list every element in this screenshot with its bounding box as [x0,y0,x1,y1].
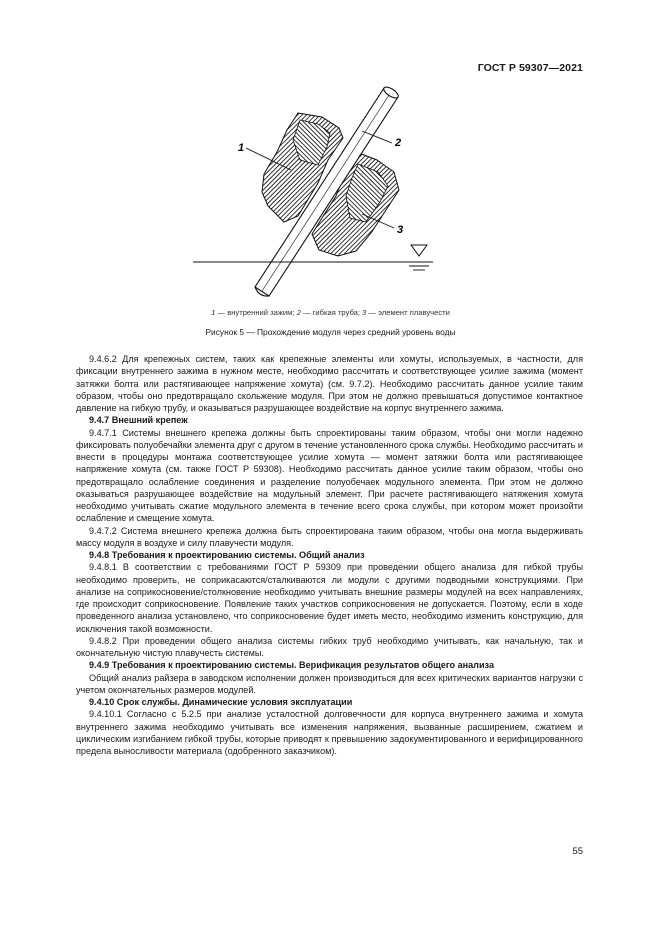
paragraph: 9.4.7.1 Системы внешнего крепежа должны быть спроектированы таким образом, чтобы они могли надежно фиксировать полуобечайки элемента друг с другом в течение установленного срока службы. Необходимо рассчитать и внести в процедуры монтажа соответствующее усилие хомута — момент затяжки болта или растягивающее напряжение хомута (см. также ГОСТ Р 59308). Необходимо рассчитать данное усилие таким образом, чтобы оно предотвращало ослабление соединения и разделение полуобечаек модульного элемента. При этом не должно оказываться разрушающее воздействие на модульный элемент. При расчете растягивающего натяжения хомута необходимо учитывать сжатие модульного элемента в течение всего срока службы, при котором может произойти ослабление и смещение хомута. [76,427,583,524]
callout-label-2: 2 [395,137,402,149]
callout-label-1: 1 [238,142,245,154]
legend-text-3: — элемент плавучести [366,308,450,317]
section-heading: 9.4.9 Требования к проектированию системы. Верификация результатов общего анализа [89,660,495,671]
figure-caption: Рисунок 5 — Прохождение модуля через средний уровень воды [205,327,456,337]
legend-num-1: 1 [211,308,216,317]
paragraph: 9.4.10.1 Согласно с 5.2.5 при анализе усталостной долговечности для корпуса внутреннего зажима и хомута внутреннего зажима необходимо учитывать все изменения напряжения, вызванные расширением, сжатием и циклическим изгибанием гибкой трубы, которые приводят к превышению задокументированного и верифицированного предела выносливости материала (одобренного заказчиком). [76,709,583,756]
legend-text-1: — внутренний зажим; [215,308,297,317]
paragraph: 9.4.7.2 Система внешнего крепежа должна быть спроектирована таким образом, чтобы она могла выдерживать массу модуля в воздухе и силу плавучести модуля. [76,525,583,548]
paragraph: Общий анализ райзера в заводском исполнении должен производиться для всех критических вариантов нагрузки с учетом окончательных размеров модулей. [76,672,583,695]
page-number: 55 [572,846,583,857]
section-heading: 9.4.7 Внешний крепеж [89,415,188,426]
paragraph: 9.4.6.2 Для крепежных систем, таких как крепежные элементы или хомуты, используемых, в частности, для фиксации внутреннего зажима в нужном месте, необходимо рассчитать и соответствующее усилие зажима (момент затяжки болта или растягивающее напряжение хомута) (см. 9.7.2). Необходимо рассчитать данное усилие таким образом, чтобы оно предотвращало скольжение модуля. При этом не должно превышаться допустимое контактное давление на гибкую трубу, и оказываться разрушающее воздействие на корпус внутреннего зажима. [76,354,583,413]
section-heading: 9.4.8 Требования к проектированию системы. Общий анализ [89,550,365,560]
body-text [76,353,583,757]
paragraph: 9.4.8.1 В соответствии с требованиями ГОСТ Р 59309 при проведении общего анализа для гибкой трубы необходимо проверить, не соприкасаются/сталкиваются ли модули с другими подводными конструкциями. При анализе на соприкосновение/столкновение необходимо учитывать внешние размеры модулей на всех направлениях, где происходит соприкосновение. Появление таких участков соприкосновения не допускается. Поэтому, если в ходе проведенного анализа установлено, что соприкосновение будет иметь место, необходимо изменить конструкцию, для исключения такой возможности. [76,562,583,634]
water-level-symbol [405,245,433,270]
callout-label-3: 3 [397,224,404,236]
document-header: ГОСТ Р 59307—2021 [477,62,583,74]
figure-module-through-waterline [0,80,661,320]
paragraph: 9.4.8.2 При проведении общего анализа системы гибких труб необходимо учитывать, как начальную, так и окончательную чистую плавучесть системы. [76,635,583,658]
legend-text-2: — гибкая труба; [300,308,363,317]
figure-legend [0,308,661,317]
legend-num-3: 3 [362,308,367,317]
legend-num-2: 2 [296,308,301,317]
section-heading: 9.4.10 Срок службы. Динамические условия эксплуатации [89,697,353,707]
